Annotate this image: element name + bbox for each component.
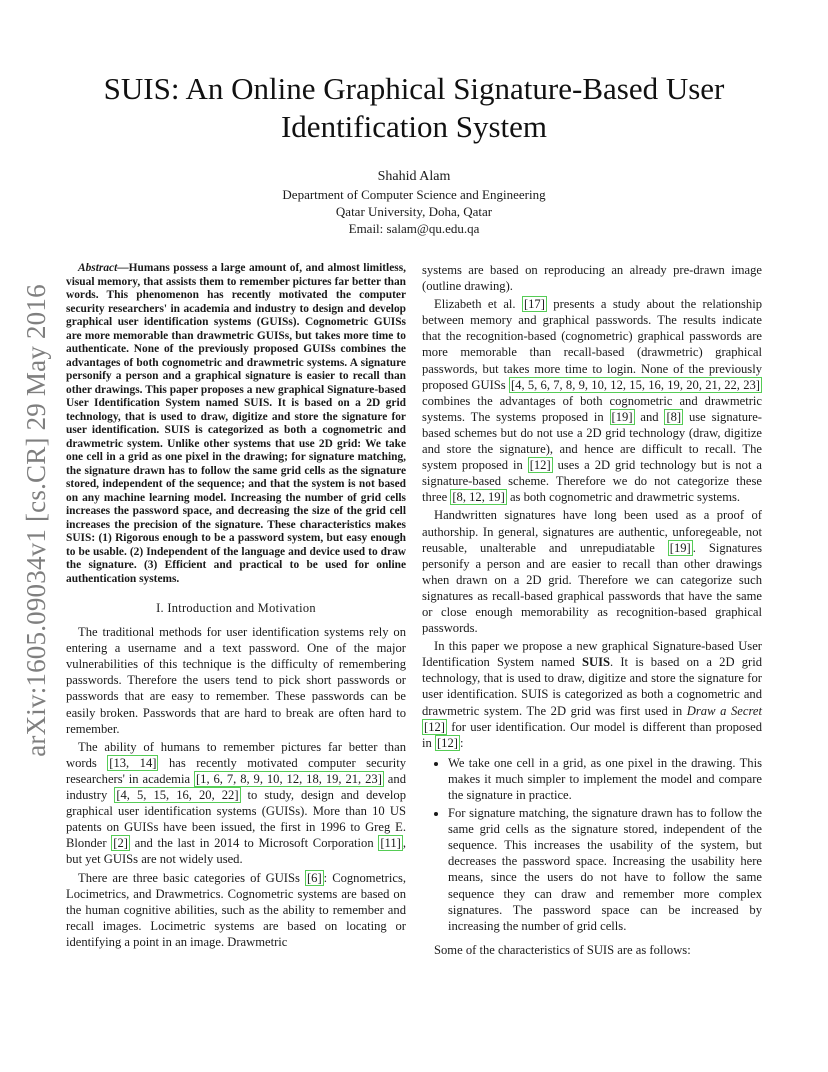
arxiv-stamp — [14, 270, 58, 770]
right-column — [422, 262, 762, 960]
text-span: , but yet GUISs are not widely used. — [66, 836, 406, 867]
italic-term: Draw a Secret — [686, 703, 762, 718]
text-span: Handwritten signatures have long been used as a proof of authorship. In general, signatures are authentic, unforegeable, not reusable, unalterable and unrepudiatable — [422, 508, 762, 555]
right-paragraph-1: systems are based on reproducing an already pre-drawn image (outline drawing). — [422, 263, 762, 294]
text-span: and — [634, 409, 665, 424]
citation-link[interactable]: [8] — [666, 409, 682, 424]
text-span: The ability of humans to remember pictures far better than words — [66, 739, 406, 770]
citation-link[interactable]: [11] — [380, 836, 401, 851]
abstract-text: —Humans possess a large amount of, and almost limitless, visual memory, that assists them to remember pictures far better than words. This phenomenon has recently motivated the computer security researchers' in academia and industry to design and develop graphical user identification systems (GUISs). Cognometric GUISs are more memorable than drawmetric GUISs, but takes more time to authenticate. None of the previously proposed GUISs combines the advantages of both cognometric and drawmetric systems. A signature personify a person and a graphical signature is easier to recall than other drawings. This paper proposes a new graphical Signature-based User Identification System named SUIS. It is based on a 2D grid technology, that is used to draw, digitize and store the signature for user identification. SUIS is categorized as both a cognometric and drawmetric system. Unlike other systems that use 2D grid: We take one cell in a grid as one pixel in the drawing; for signature matching, the signature drawn has to follow the same grid cells as the signature stored, independent of the sequence; and that the system is not based on any machine learning model. Increasing the number of grid cells increases the password space, and decreasing the size of the grid cell increases the precision of the signature. These characteristics makes SUIS: (1) Rigorous enough to be a password system, but easy enough to be usable. (2) Independent of the language and device used to draw the signature. (3) Efficient and practical to be used for online authentication systems. — [66, 262, 406, 585]
citation-link[interactable]: [19] — [611, 409, 633, 424]
citation-link[interactable]: [2] — [113, 836, 128, 851]
intro-paragraph-1: The traditional methods for user identification systems rely on entering a username and a text password. One of the major vulnerabilities of this technique is the difficulty of remembering passwords. Therefore the users tend to pick short passwords or passwords that are easy to remember. These passwords can be easily broken. Passwords that are hard to break are often hard to remember. — [66, 625, 406, 736]
citation-link[interactable]: [12] — [529, 458, 551, 473]
section-heading: I. Introduction and Motivation — [156, 601, 316, 615]
text-span: and industry — [66, 771, 406, 803]
text-span: There are three basic categories of GUISs — [78, 870, 305, 885]
citation-link[interactable]: [12] — [424, 719, 445, 734]
citation-link[interactable]: [8, 12, 19] — [452, 490, 505, 505]
text-span: as both cognometric and drawmetric systems. — [506, 490, 741, 505]
citation-link[interactable]: [6] — [306, 870, 322, 885]
bullet-item-2: • For signature matching, the signature drawn has to follow the same grid cells as the signature stored, independent of the sequence. This increases the usability of the system, but decreases the password space. Increasing the usability here means, since the users do not have to follow the same sequence they can draw and remember more complex signatures. The password space can be increased by increasing the number of grid cells. — [448, 805, 762, 934]
author-department: Department of Computer Science and Engineering — [282, 187, 546, 202]
right-paragraph-2 — [422, 296, 762, 505]
citation-link[interactable]: [4, 5, 15, 16, 20, 22] — [116, 788, 239, 803]
paper-title — [60, 70, 768, 146]
arxiv-stamp-text: arXiv:1605.09034v1 [cs.CR] 29 May 2016 — [20, 283, 51, 757]
right-paragraph-4 — [422, 638, 762, 751]
citation-link[interactable]: [4, 5, 6, 7, 8, 9, 10, 12, 15, 16, 19, 20, 21, 22, 23] — [510, 377, 760, 392]
abstract — [66, 262, 406, 586]
title-block — [60, 70, 768, 237]
text-span: : — [459, 735, 464, 750]
intro-paragraph-2 — [66, 739, 406, 868]
citation-link[interactable]: [12] — [436, 735, 458, 750]
text-span: and the last in 2014 to Microsoft Corporation — [129, 836, 379, 851]
text-span: . Signatures personify a person and are easier to recall than other drawings when drawn on a 2D grid. Therefore we can categorize such signatures as recall-based graphical passwords that have the same or close enough memorability as recognition-based graphical passwords. — [422, 540, 762, 636]
text-span: to study, design and develop graphical user identification systems (GUISs). More than 10 US patents on GUISs have been issued, the first in 1996 to Greg E. Blonder — [66, 788, 406, 851]
abstract-label: Abstract — [78, 262, 118, 274]
text-span: combines the advantages of both cognometric and drawmetric systems. The systems proposed in — [422, 393, 762, 424]
citation-link[interactable]: [13, 14] — [109, 755, 157, 770]
citation-link[interactable]: [1, 6, 7, 8, 9, 10, 12, 18, 19, 21, 23] — [195, 771, 382, 786]
text-span: presents a study about the relationship between memory and graphical passwords. The results indicate that the recognition-based (cognometric) graphical passwords are more memorable than recall-based (drawmetric) graphical passwords, but takes more time to login. None of the previously proposed GUISs — [422, 297, 762, 392]
intro-paragraph-3 — [66, 870, 406, 950]
text-span: Elizabeth et al. — [434, 297, 522, 312]
text-span: . It is based on a 2D grid technology, that is used to draw, digitize and store the signature for user identification. SUIS is categorized as both a cognometric and drawmetric system. The 2D grid was first used in — [422, 655, 762, 718]
left-column — [66, 262, 406, 952]
author-email: Email: salam@qu.edu.qa — [348, 221, 480, 236]
text-span: In this paper we propose a new graphical Signature-based User Identification System named — [422, 639, 762, 670]
citation-link[interactable]: [17] — [523, 297, 545, 312]
text-span: has recently motivated computer security researchers' in academia — [66, 755, 406, 786]
title-line-1: SUIS: An Online Graphical Signature-Based User — [103, 71, 725, 106]
author-name: Shahid Alam — [377, 169, 451, 184]
bullet-list — [422, 755, 762, 934]
bullet-item-1: • We take one cell in a grid, as one pixel in the drawing. This makes it much simpler to implement the model and compare the signature in practice. — [448, 755, 762, 803]
citation-link[interactable]: [19] — [669, 540, 691, 555]
bold-term: SUIS — [582, 655, 611, 670]
text-span: : Cognometrics, Locimetrics, and Drawmetrics. Cognometric systems are based on the human cognitive abilities, such as the ability to remember and recall images. Locimetric systems are based on locating or identifying a point in an image. Drawmetric — [66, 870, 406, 949]
text-span: use signature-based schemes but do not use a 2D grid technology (draw, digitize and store the signature), and hence are difficult to recall. The system proposed in — [422, 409, 762, 473]
right-paragraph-5: Some of the characteristics of SUIS are as follows: — [434, 942, 691, 957]
text-span: uses a 2D grid technology but is not a signature-based scheme. Therefore we do not categorize these three — [422, 458, 762, 505]
author-university: Qatar University, Doha, Qatar — [335, 204, 493, 219]
title-line-2: Identification System — [280, 109, 548, 144]
right-paragraph-3 — [422, 507, 762, 636]
text-span: for user identification. Our model is different than proposed in — [422, 719, 762, 750]
